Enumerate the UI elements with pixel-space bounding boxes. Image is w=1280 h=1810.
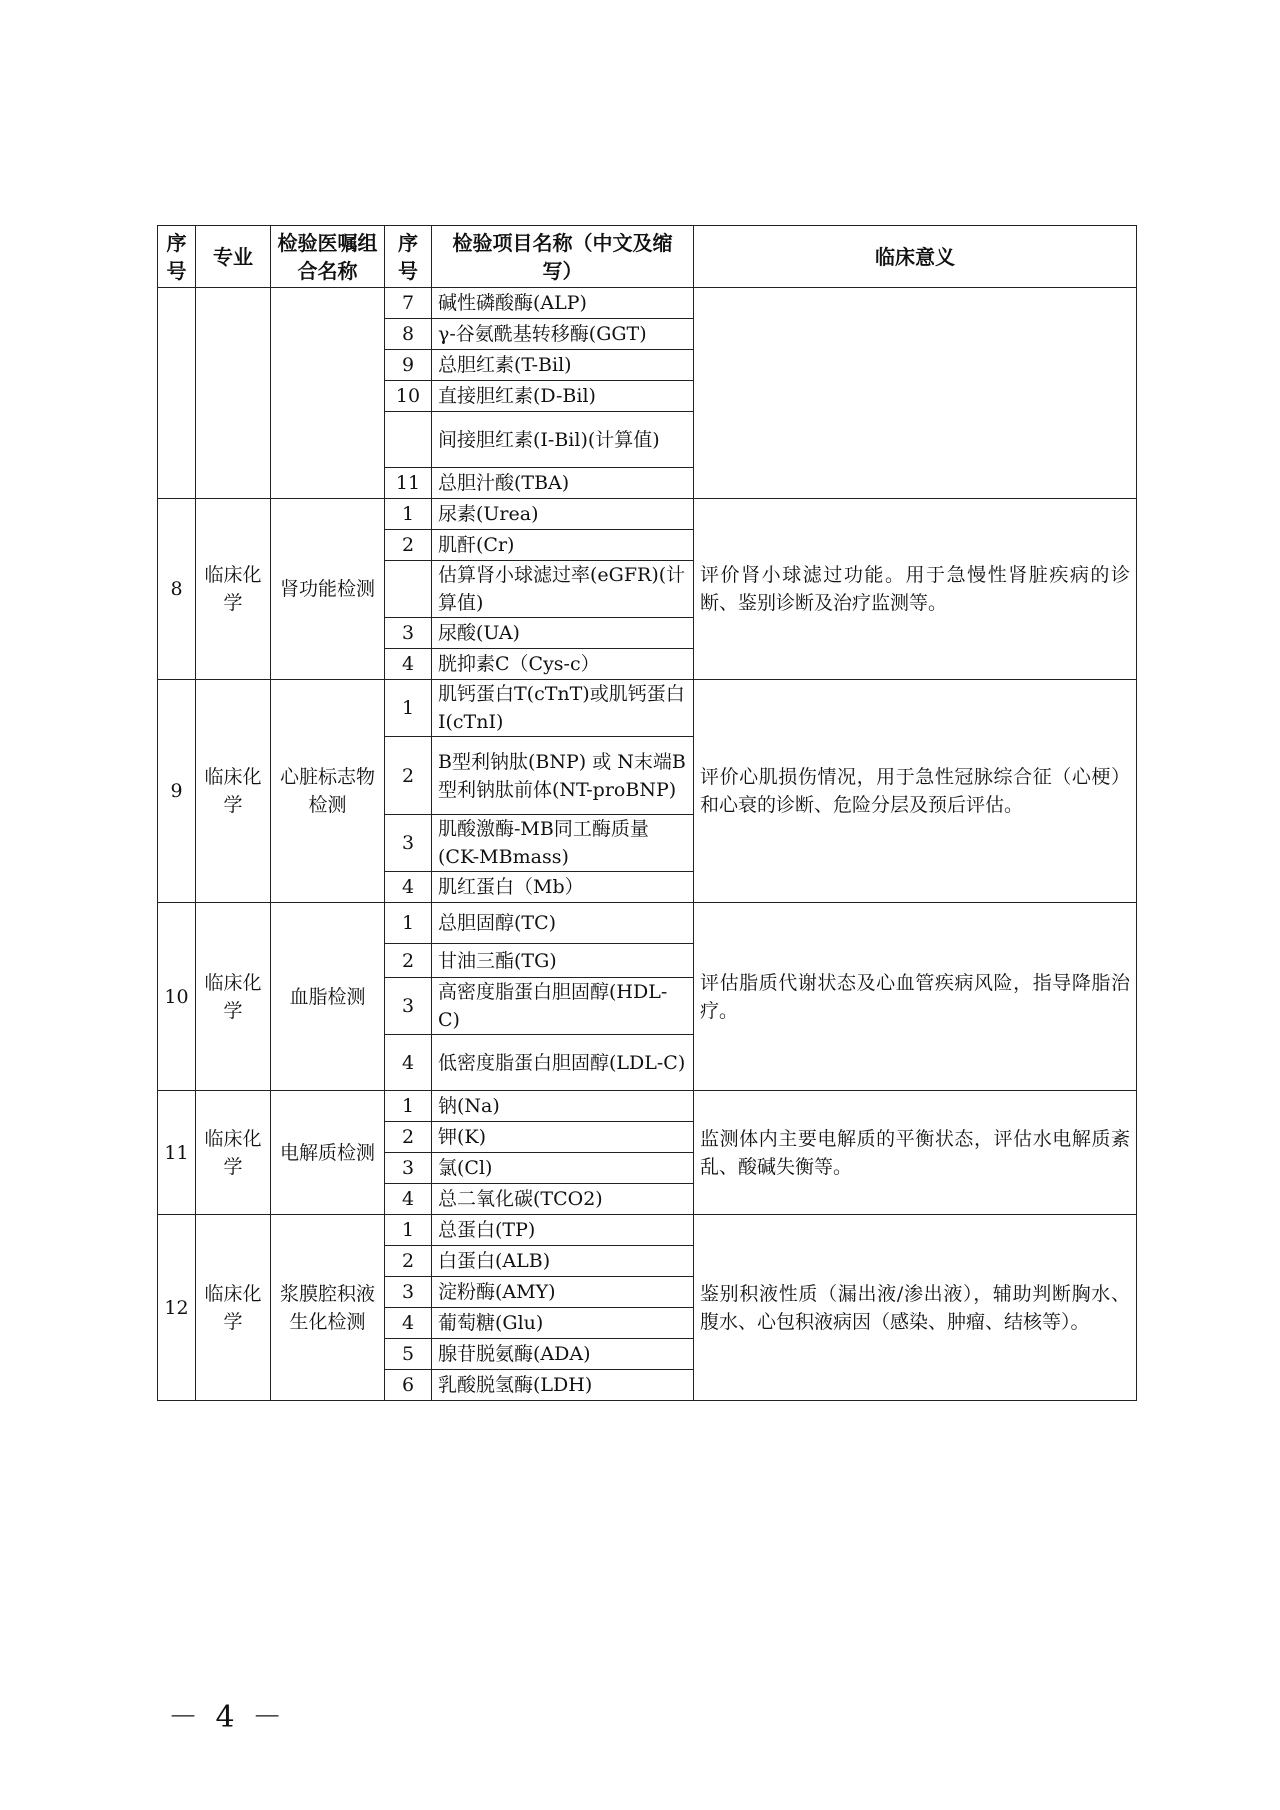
item-name-cell: 总二氧化碳(TCO2)	[432, 1184, 694, 1215]
item-name-cell: γ-谷氨酰基转移酶(GGT)	[432, 319, 694, 350]
item-seq-cell: 4	[385, 649, 432, 680]
item-seq-cell: 9	[385, 350, 432, 381]
item-seq-cell: 1	[385, 1215, 432, 1246]
item-name-cell: 钾(K)	[432, 1122, 694, 1153]
item-name-cell: 间接胆红素(I-Bil)(计算值)	[432, 412, 694, 468]
header-specialty: 专业	[196, 226, 271, 288]
group-seq-cell	[158, 288, 196, 499]
item-name-cell: 总胆汁酸(TBA)	[432, 468, 694, 499]
item-seq-cell: 7	[385, 288, 432, 319]
item-seq-cell	[385, 561, 432, 618]
item-name-cell: 直接胆红素(D-Bil)	[432, 381, 694, 412]
group-seq-cell: 10	[158, 903, 196, 1091]
item-seq-cell: 1	[385, 680, 432, 737]
table-body	[158, 288, 1137, 1401]
header-group: 检验医嘱组合名称	[271, 226, 385, 288]
header-meaning: 临床意义	[694, 226, 1137, 288]
item-name-cell: 高密度脂蛋白胆固醇(HDL-C)	[432, 978, 694, 1035]
item-name-cell: 总胆红素(T-Bil)	[432, 350, 694, 381]
table-row	[158, 1215, 1137, 1246]
specialty-cell: 临床化学	[196, 499, 271, 680]
item-name-cell: 尿素(Urea)	[432, 499, 694, 530]
item-seq-cell: 6	[385, 1370, 432, 1401]
item-seq-cell: 2	[385, 1246, 432, 1277]
item-name-cell: 乳酸脱氢酶(LDH)	[432, 1370, 694, 1401]
item-seq-cell: 2	[385, 737, 432, 815]
item-name-cell: 肌酸激酶-MB同工酶质量(CK-MBmass)	[432, 815, 694, 872]
header-item-seq: 序号	[385, 226, 432, 288]
item-name-cell: 总胆固醇(TC)	[432, 903, 694, 944]
table-row	[158, 680, 1137, 737]
item-name-cell: 淀粉酶(AMY)	[432, 1277, 694, 1308]
item-seq-cell: 3	[385, 978, 432, 1035]
meaning-cell	[694, 288, 1137, 499]
specialty-cell	[196, 288, 271, 499]
table-row	[158, 1091, 1137, 1122]
item-seq-cell: 1	[385, 499, 432, 530]
header-seq: 序号	[158, 226, 196, 288]
item-name-cell: 低密度脂蛋白胆固醇(LDL-C)	[432, 1035, 694, 1091]
item-seq-cell: 3	[385, 815, 432, 872]
item-name-cell: 白蛋白(ALB)	[432, 1246, 694, 1277]
item-name-cell: 肌钙蛋白T(cTnT)或肌钙蛋白I(cTnI)	[432, 680, 694, 737]
header-item-name: 检验项目名称（中文及缩写）	[432, 226, 694, 288]
specialty-cell: 临床化学	[196, 680, 271, 903]
item-name-cell: 甘油三酯(TG)	[432, 944, 694, 978]
item-name-cell: 氯(Cl)	[432, 1153, 694, 1184]
group-seq-cell: 9	[158, 680, 196, 903]
table-row	[158, 499, 1137, 530]
table-row	[158, 903, 1137, 944]
item-seq-cell: 4	[385, 1035, 432, 1091]
meaning-cell: 鉴别积液性质（漏出液/渗出液），辅助判断胸水、腹水、心包积液病因（感染、肿瘤、结核等）。	[694, 1215, 1137, 1401]
item-seq-cell: 2	[385, 530, 432, 561]
table-row	[158, 288, 1137, 319]
item-seq-cell: 4	[385, 1184, 432, 1215]
item-seq-cell: 8	[385, 319, 432, 350]
group-name-cell: 心脏标志物检测	[271, 680, 385, 903]
meaning-cell: 监测体内主要电解质的平衡状态，评估水电解质紊乱、酸碱失衡等。	[694, 1091, 1137, 1215]
page-number: － 4 －	[168, 1700, 287, 1735]
item-seq-cell: 5	[385, 1339, 432, 1370]
meaning-cell: 评估脂质代谢状态及心血管疾病风险，指导降脂治疗。	[694, 903, 1137, 1091]
item-name-cell: 估算肾小球滤过率(eGFR)(计算值)	[432, 561, 694, 618]
group-name-cell: 电解质检测	[271, 1091, 385, 1215]
item-seq-cell: 1	[385, 903, 432, 944]
item-seq-cell: 2	[385, 944, 432, 978]
item-name-cell: 钠(Na)	[432, 1091, 694, 1122]
item-name-cell: 尿酸(UA)	[432, 618, 694, 649]
group-name-cell: 肾功能检测	[271, 499, 385, 680]
specialty-cell: 临床化学	[196, 903, 271, 1091]
item-name-cell: 腺苷脱氨酶(ADA)	[432, 1339, 694, 1370]
item-seq-cell	[385, 412, 432, 468]
item-seq-cell: 3	[385, 1153, 432, 1184]
item-seq-cell: 11	[385, 468, 432, 499]
group-name-cell: 血脂检测	[271, 903, 385, 1091]
item-seq-cell: 4	[385, 872, 432, 903]
group-name-cell	[271, 288, 385, 499]
group-seq-cell: 12	[158, 1215, 196, 1401]
group-seq-cell: 8	[158, 499, 196, 680]
item-name-cell: 葡萄糖(Glu)	[432, 1308, 694, 1339]
item-name-cell: 碱性磷酸酶(ALP)	[432, 288, 694, 319]
item-seq-cell: 1	[385, 1091, 432, 1122]
lab-test-table	[157, 225, 1137, 1401]
meaning-cell: 评价心肌损伤情况，用于急性冠脉综合征（心梗）和心衰的诊断、危险分层及预后评估。	[694, 680, 1137, 903]
item-seq-cell: 4	[385, 1308, 432, 1339]
meaning-cell: 评价肾小球滤过功能。用于急慢性肾脏疾病的诊断、鉴别诊断及治疗监测等。	[694, 499, 1137, 680]
item-seq-cell: 2	[385, 1122, 432, 1153]
group-seq-cell: 11	[158, 1091, 196, 1215]
item-name-cell: 肌酐(Cr)	[432, 530, 694, 561]
specialty-cell: 临床化学	[196, 1091, 271, 1215]
item-name-cell: 肌红蛋白（Mb）	[432, 872, 694, 903]
table-header-row	[158, 226, 1137, 288]
item-name-cell: 总蛋白(TP)	[432, 1215, 694, 1246]
specialty-cell: 临床化学	[196, 1215, 271, 1401]
group-name-cell: 浆膜腔积液生化检测	[271, 1215, 385, 1401]
item-seq-cell: 3	[385, 618, 432, 649]
item-seq-cell: 10	[385, 381, 432, 412]
item-name-cell: B型利钠肽(BNP) 或 N末端B型利钠肽前体(NT-proBNP)	[432, 737, 694, 815]
item-seq-cell: 3	[385, 1277, 432, 1308]
item-name-cell: 胱抑素C（Cys-c）	[432, 649, 694, 680]
